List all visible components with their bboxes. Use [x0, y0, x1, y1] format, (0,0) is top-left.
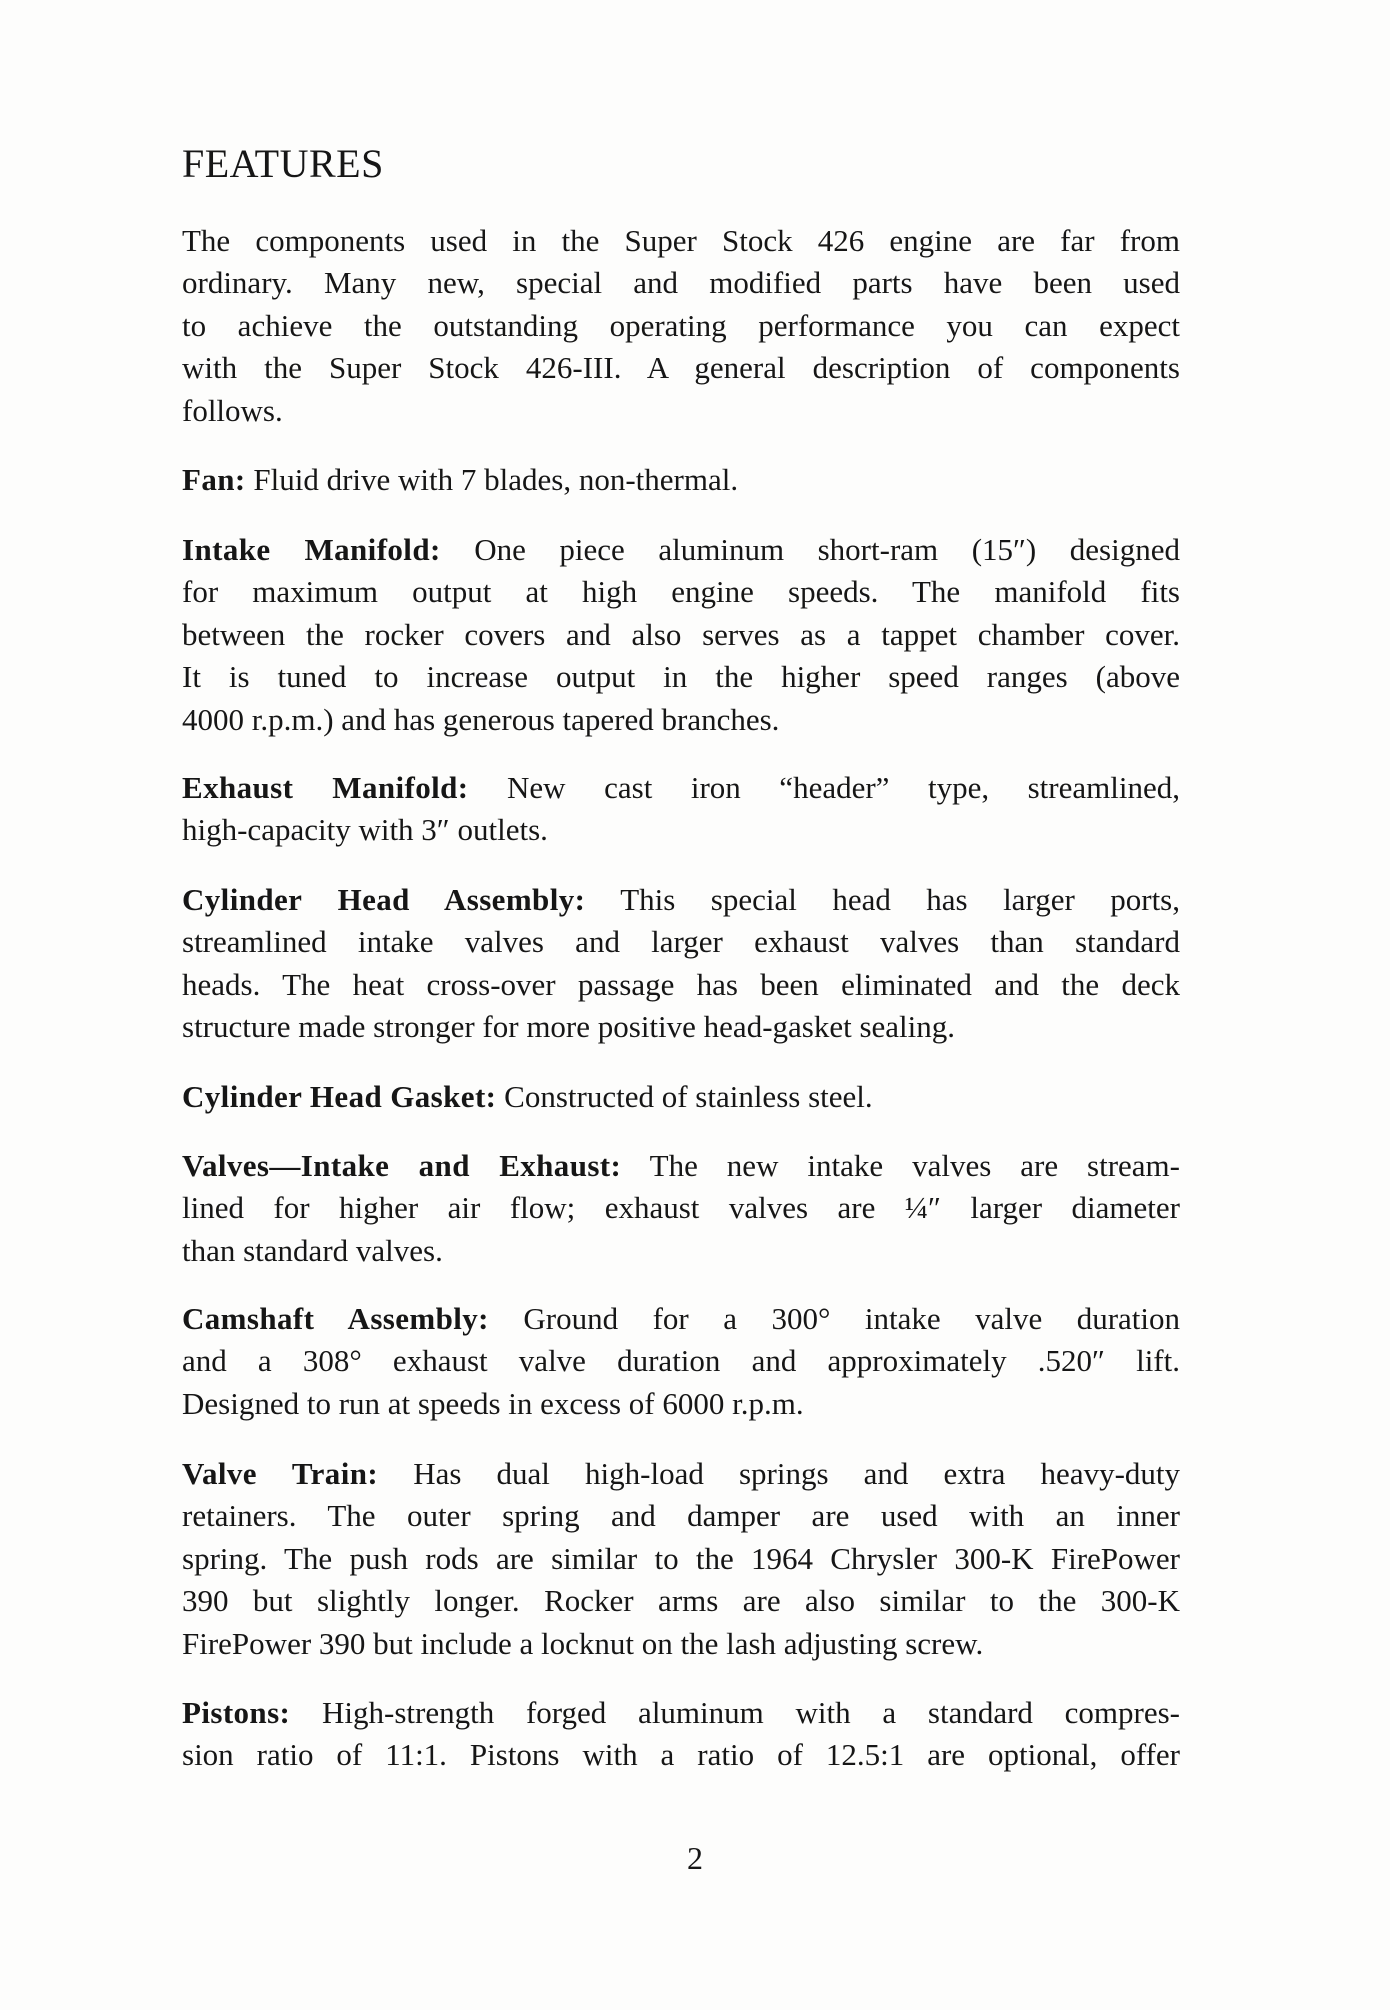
feature-text: 4000 r.p.m.) and has generous tapered branches.	[182, 701, 780, 737]
feature-text: High-strength forged aluminum with a standard compres-	[290, 1695, 1180, 1730]
text-line	[182, 1340, 1180, 1382]
feature-paragraph	[182, 1298, 1180, 1425]
feature-text: Has dual high-load springs and extra heavy-duty	[378, 1456, 1181, 1491]
text-line	[182, 1298, 1180, 1340]
text-line	[182, 529, 1180, 571]
feature-text: One piece aluminum short-ram (15″) designed	[440, 532, 1180, 567]
feature-paragraph	[182, 879, 1180, 1049]
feature-text: Ground for a 300° intake valve duration	[488, 1301, 1180, 1336]
feature-text: It is tuned to increase output in the higher speed ranges (above	[182, 659, 1180, 695]
text-line: follows.	[182, 392, 283, 428]
feature-paragraph	[182, 459, 1180, 501]
feature-text: for maximum output at high engine speeds. The manifold fits	[182, 574, 1180, 610]
feature-label: Intake Manifold:	[182, 532, 441, 567]
feature-label: Exhaust Manifold:	[182, 770, 469, 805]
text-line	[182, 459, 1180, 501]
feature-text: and a 308° exhaust valve duration and approximately .520″ lift.	[182, 1343, 1180, 1379]
feature-text: structure made stronger for more positive head-gasket sealing.	[182, 1009, 956, 1045]
text-line	[182, 1495, 1180, 1537]
text-line	[182, 964, 1180, 1006]
feature-text: The new intake valves are stream-	[621, 1148, 1180, 1183]
page-number: 2	[687, 1840, 703, 1876]
text-line	[182, 809, 1180, 851]
feature-label: Cylinder Head Assembly:	[182, 882, 586, 917]
feature-text: streamlined intake valves and larger exhaust valves than standard	[182, 924, 1180, 960]
feature-label: Valve Train:	[182, 1456, 379, 1491]
feature-paragraph	[182, 1076, 1180, 1118]
feature-label: Pistons:	[182, 1695, 291, 1730]
text-line	[182, 1623, 1180, 1665]
text-line	[182, 1230, 1180, 1272]
feature-paragraph	[182, 529, 1180, 741]
feature-text: heads. The heat cross-over passage has been eliminated and the deck	[182, 966, 1180, 1002]
text-line	[182, 1580, 1180, 1622]
feature-paragraph	[182, 1692, 1180, 1777]
feature-text: New cast iron “header” type, streamlined,	[468, 770, 1180, 805]
text-line	[182, 1734, 1180, 1776]
text-line	[182, 1145, 1180, 1187]
feature-text: than standard valves.	[182, 1232, 443, 1268]
text-line: ordinary. Many new, special and modified parts have been used	[182, 265, 1180, 301]
feature-text: high-capacity with 3″ outlets.	[182, 812, 548, 848]
feature-text: Constructed of stainless steel.	[496, 1079, 873, 1114]
text-line: with the Super Stock 426-III. A general description of components	[182, 350, 1180, 386]
feature-text: Fluid drive with 7 blades, non-thermal.	[245, 462, 739, 497]
text-line	[182, 879, 1180, 921]
text-line	[182, 1453, 1180, 1495]
text-line: The components used in the Super Stock 426 engine are far from	[182, 223, 1180, 258]
text-line	[182, 1538, 1180, 1580]
feature-paragraph	[182, 1453, 1180, 1665]
feature-text: sion ratio of 11:1. Pistons with a ratio of 12.5:1 are optional, offer	[182, 1737, 1180, 1773]
feature-paragraph	[182, 1145, 1180, 1272]
feature-paragraph	[182, 767, 1180, 852]
text-line	[182, 1006, 1180, 1048]
feature-text: retainers. The outer spring and damper are used with an inner	[182, 1498, 1180, 1534]
feature-label: Camshaft Assembly:	[182, 1301, 489, 1336]
text-line	[182, 571, 1180, 613]
page-heading: FEATURES	[182, 141, 384, 186]
text-line	[182, 767, 1180, 809]
feature-text: FirePower 390 but include a locknut on the lash adjusting screw.	[182, 1625, 984, 1661]
text-line	[182, 1187, 1180, 1229]
feature-text: between the rocker covers and also serves as a tappet chamber cover.	[182, 616, 1180, 652]
feature-text: spring. The push rods are similar to the 1964 Chrysler 300-K FirePower	[182, 1540, 1180, 1576]
feature-text: This special head has larger ports,	[585, 882, 1180, 917]
feature-text: Designed to run at speeds in excess of 6000 r.p.m.	[182, 1385, 804, 1421]
text-line	[182, 1076, 1180, 1118]
text-line	[182, 656, 1180, 698]
feature-label: Cylinder Head Gasket:	[182, 1079, 497, 1114]
text-line: to achieve the outstanding operating performance you can expect	[182, 307, 1180, 343]
text-line	[182, 614, 1180, 656]
text-line	[182, 921, 1180, 963]
feature-text: 390 but slightly longer. Rocker arms are also similar to the 300-K	[182, 1583, 1180, 1619]
feature-label: Valves—Intake and Exhaust:	[182, 1148, 622, 1183]
intro-paragraph	[182, 220, 1180, 432]
feature-label: Fan:	[182, 462, 246, 497]
feature-text: lined for higher air flow; exhaust valves are ¼″ larger diameter	[182, 1190, 1180, 1226]
text-line	[182, 1383, 1180, 1425]
text-line	[182, 1692, 1180, 1734]
text-line	[182, 699, 1180, 741]
